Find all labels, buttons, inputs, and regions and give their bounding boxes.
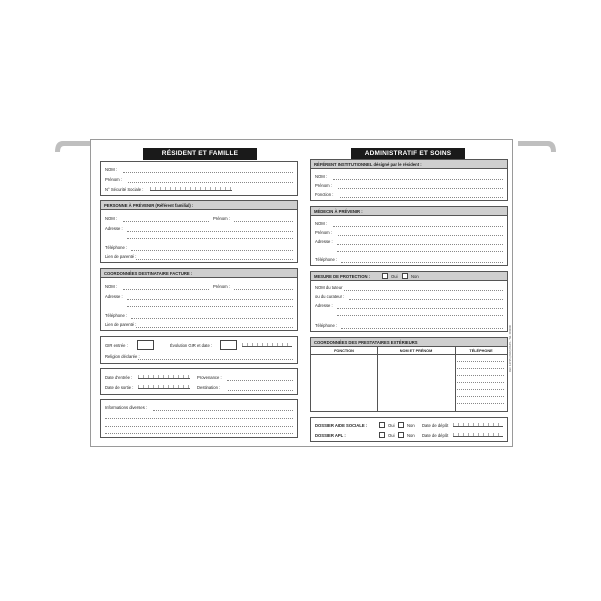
aide-sociale-non-label: Non xyxy=(407,423,415,428)
med-adresse-label: Adresse : xyxy=(315,239,333,244)
destinataire-facture-header: COORDONNÉES DESTINATAIRE FACTURE : xyxy=(101,269,297,278)
ref-fonction-field[interactable] xyxy=(340,197,503,198)
aide-sociale-non-checkbox[interactable] xyxy=(398,422,404,428)
informations-field-3[interactable] xyxy=(105,426,293,427)
col-telephone: TÉLÉPHONE xyxy=(455,347,507,355)
left-column-title: RÉSIDENT ET FAMILLE xyxy=(143,148,257,160)
col-nom-prenom: NOM ET PRÉNOM xyxy=(377,347,455,355)
df-lien-field[interactable] xyxy=(136,327,293,328)
personne-prevenir-box xyxy=(100,200,298,263)
prot-adresse-field[interactable] xyxy=(337,308,503,309)
med-telephone-label: Téléphone : xyxy=(315,257,338,262)
date-entree-label: Date d'entrée : xyxy=(105,375,133,380)
apl-non-label: Non xyxy=(407,433,415,438)
pp-telephone-label: Téléphone : xyxy=(105,245,128,250)
gir-evolution-date-field[interactable] xyxy=(242,343,292,347)
apl-oui-label: Oui xyxy=(388,433,395,438)
side-reference-code: Réf. 14735 (2023) DUPL. Tél. 000000 xyxy=(508,324,512,372)
informations-box xyxy=(100,399,298,438)
ref-nom-label: NOM : xyxy=(315,174,328,179)
identity-box xyxy=(100,161,298,196)
pp-adresse-field[interactable] xyxy=(127,231,293,232)
apl-date-field[interactable] xyxy=(453,433,503,437)
medecin-box xyxy=(310,206,508,266)
med-adresse-field-2[interactable] xyxy=(337,251,503,252)
medecin-header: MÉDECIN À PRÉVENIR : xyxy=(311,207,507,216)
religion-field[interactable] xyxy=(138,359,293,360)
dates-box xyxy=(100,368,298,395)
pp-telephone-field[interactable] xyxy=(131,250,293,251)
table-divider-2 xyxy=(455,347,456,411)
df-nom-field[interactable] xyxy=(123,289,209,290)
right-column-title: ADMINISTRATIF ET SOINS xyxy=(351,148,465,160)
table-row[interactable] xyxy=(457,389,504,390)
gir-evolution-field[interactable] xyxy=(220,340,237,350)
prenom-field[interactable] xyxy=(128,182,293,183)
secu-field[interactable] xyxy=(150,187,232,191)
date-sortie-field[interactable] xyxy=(138,385,190,389)
apl-date-label: Date de dépôt xyxy=(422,433,449,438)
pp-lien-label: Lien de parenté : xyxy=(105,254,137,259)
protection-oui-checkbox[interactable] xyxy=(382,273,388,279)
df-prenom-label: Prénom : xyxy=(213,284,230,289)
table-row[interactable] xyxy=(457,396,504,397)
med-telephone-field[interactable] xyxy=(341,262,503,263)
apl-non-checkbox[interactable] xyxy=(398,432,404,438)
provenance-field[interactable] xyxy=(227,380,293,381)
provenance-label: Provenance : xyxy=(197,375,222,380)
referent-header: RÉFÉRENT INSTITUTIONNEL désigné par le résident : xyxy=(311,160,507,169)
curateur-field[interactable] xyxy=(349,299,503,300)
df-telephone-label: Téléphone : xyxy=(105,313,128,318)
protection-header: MESURE DE PROTECTION : xyxy=(314,274,371,279)
gir-evolution-label: Évolution GIR et date : xyxy=(170,343,213,348)
pp-prenom-field[interactable] xyxy=(234,221,293,222)
pp-nom-label: NOM : xyxy=(105,216,118,221)
gir-entree-label: GIR entrée : xyxy=(105,343,128,348)
med-nom-label: NOM : xyxy=(315,221,328,226)
form-sheet xyxy=(90,139,513,447)
ref-fonction-label: Fonction : xyxy=(315,192,334,197)
df-prenom-field[interactable] xyxy=(234,289,293,290)
destinataire-facture-box xyxy=(100,268,298,331)
col-fonction: FONCTION xyxy=(311,347,377,355)
aide-sociale-label: DOSSIER AIDE SOCIALE : xyxy=(315,423,368,428)
referent-box xyxy=(310,159,508,201)
protection-non-label: Non xyxy=(411,274,419,279)
prot-telephone-field[interactable] xyxy=(341,328,503,329)
pp-prenom-label: Prénom : xyxy=(213,216,230,221)
religion-label: Religion déclarée : xyxy=(105,354,140,359)
df-nom-label: NOM : xyxy=(105,284,118,289)
hanger-hook-left xyxy=(55,139,93,153)
pp-nom-field[interactable] xyxy=(123,221,209,222)
protection-oui-label: Oui xyxy=(391,274,398,279)
df-lien-label: Lien de parenté : xyxy=(105,322,137,327)
df-adresse-label: Adresse : xyxy=(105,294,123,299)
prot-telephone-label: Téléphone : xyxy=(315,323,338,328)
pp-lien-field[interactable] xyxy=(136,259,293,260)
tuteur-field[interactable] xyxy=(344,290,503,291)
secu-label: N° Sécurité Sociale : xyxy=(105,187,144,192)
prot-adresse-field-2[interactable] xyxy=(337,315,503,316)
pp-adresse-field-2[interactable] xyxy=(127,238,293,239)
destination-field[interactable] xyxy=(228,390,293,391)
df-adresse-field[interactable] xyxy=(127,299,293,300)
pp-adresse-label: Adresse : xyxy=(105,226,123,231)
tuteur-label: NOM du tuteur xyxy=(315,285,343,290)
gir-box xyxy=(100,336,298,364)
med-prenom-field[interactable] xyxy=(338,235,503,236)
gir-entree-field[interactable] xyxy=(137,340,154,350)
nom-label: NOM : xyxy=(105,167,118,172)
aide-sociale-date-field[interactable] xyxy=(453,423,503,427)
ref-prenom-field[interactable] xyxy=(338,188,503,189)
df-telephone-field[interactable] xyxy=(131,318,293,319)
aide-sociale-oui-label: Oui xyxy=(388,423,395,428)
table-row[interactable] xyxy=(457,368,504,369)
table-row[interactable] xyxy=(457,375,504,376)
apl-oui-checkbox[interactable] xyxy=(379,432,385,438)
df-adresse-field-2[interactable] xyxy=(127,306,293,307)
curateur-label: ou du curateur : xyxy=(315,294,345,299)
aide-sociale-oui-checkbox[interactable] xyxy=(379,422,385,428)
protection-box xyxy=(310,271,508,332)
nom-field[interactable] xyxy=(123,172,293,173)
protection-non-checkbox[interactable] xyxy=(402,273,408,279)
dossiers-box xyxy=(310,417,508,442)
informations-field[interactable] xyxy=(153,410,293,411)
prestataires-box xyxy=(310,337,508,412)
date-sortie-label: Date de sortie : xyxy=(105,385,134,390)
destination-label: Destination : xyxy=(197,385,221,390)
apl-label: DOSSIER APL : xyxy=(315,433,346,438)
informations-field-2[interactable] xyxy=(105,418,293,419)
protection-header-bar xyxy=(311,272,507,281)
informations-label: Informations diverses : xyxy=(105,405,148,410)
table-divider-1 xyxy=(377,347,378,411)
prot-adresse-label: Adresse : xyxy=(315,303,333,308)
aide-sociale-date-label: Date de dépôt xyxy=(422,423,449,428)
table-row[interactable] xyxy=(457,361,504,362)
prenom-label: Prénom : xyxy=(105,177,122,182)
med-adresse-field[interactable] xyxy=(337,244,503,245)
date-entree-field[interactable] xyxy=(138,375,190,379)
ref-prenom-label: Prénom : xyxy=(315,183,332,188)
med-prenom-label: Prénom : xyxy=(315,230,332,235)
ref-nom-field[interactable] xyxy=(333,179,503,180)
table-row[interactable] xyxy=(457,382,504,383)
table-row[interactable] xyxy=(457,403,504,404)
prestataires-header: COORDONNÉES DES PRESTATAIRES EXTÉRIEURS xyxy=(311,338,507,347)
med-nom-field[interactable] xyxy=(333,226,503,227)
personne-prevenir-header: PERSONNE À PRÉVENIR (Référent familial) : xyxy=(101,201,297,210)
informations-field-4[interactable] xyxy=(105,433,293,434)
hanger-hook-right xyxy=(518,139,556,153)
